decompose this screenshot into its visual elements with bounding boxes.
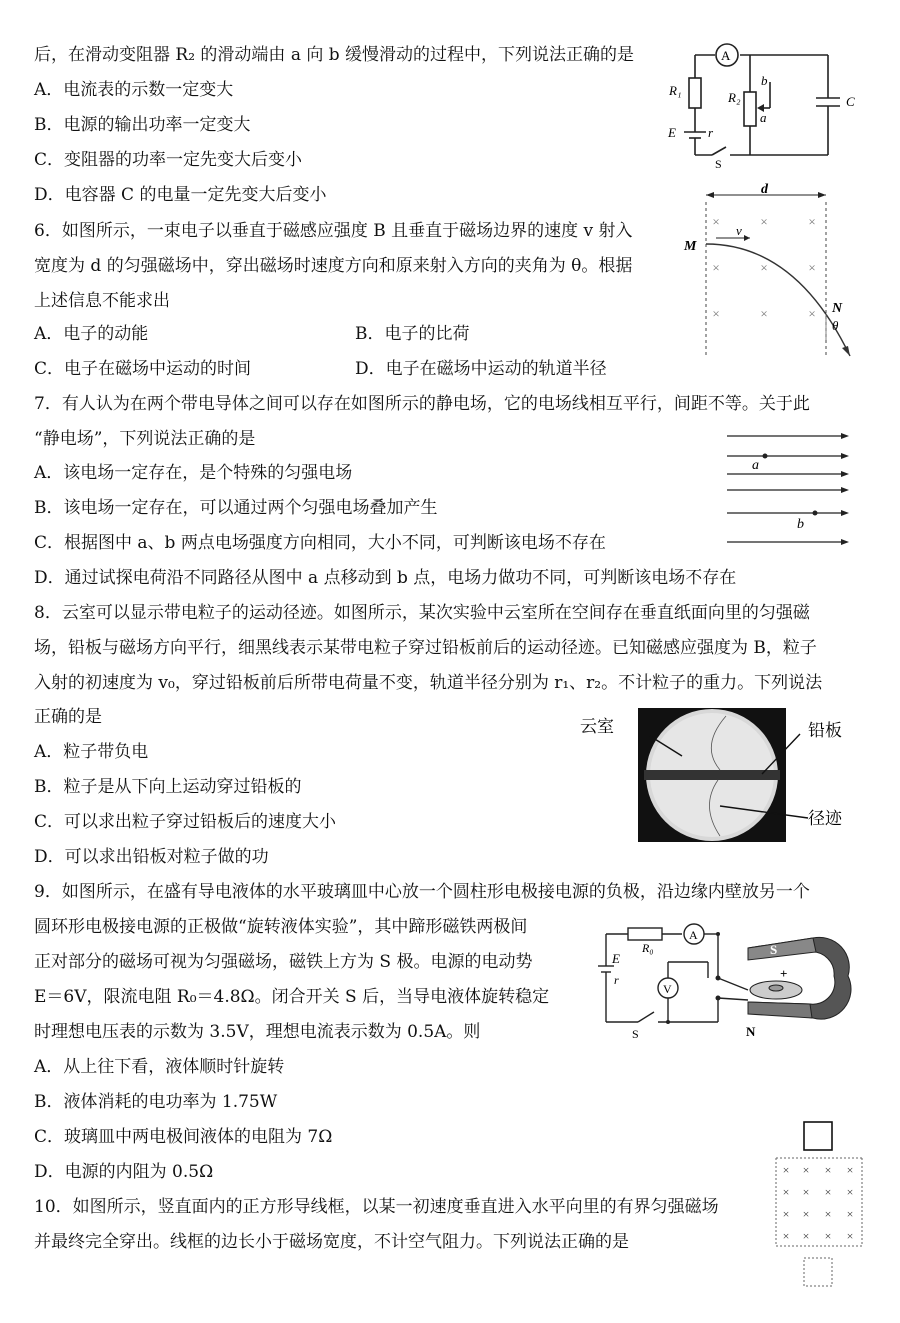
q9-plus-label: + [780, 966, 788, 981]
svg-text:×: × [782, 1163, 790, 1177]
q5-r1-label: R₁ [669, 83, 682, 98]
svg-text:×: × [712, 260, 720, 275]
q9-stem-1: 9．如图所示，在盛有导电液体的水平玻璃皿中心放一个圆柱形电极接电源的负极，沿边缘内壁放另一个 [34, 882, 810, 902]
q9-option-c: C．玻璃皿中两电极间液体的电阻为 7Ω [34, 1127, 333, 1147]
svg-text:×: × [802, 1229, 810, 1243]
q9-option-d: D．电源的内阻为 0.5Ω [34, 1162, 214, 1182]
q9-stem-5: 时理想电压表的示数为 3.5V，理想电流表示数为 0.5A。则 [34, 1022, 481, 1042]
q8-lead-plate-label: 铅板 [808, 721, 842, 740]
q10-stem-2: 并最终完全穿出。线框的边长小于磁场宽度，不计空气阻力。下列说法正确的是 [34, 1232, 629, 1252]
svg-text:×: × [782, 1185, 790, 1199]
q9-option-a: A．从上往下看，液体顺时针旋转 [34, 1057, 285, 1077]
q7-b-label: b [797, 517, 804, 532]
q6-n-label: N [832, 301, 843, 316]
q9-option-b: B．液体消耗的电功率为 1.75W [34, 1092, 278, 1112]
q6-option-d: D．电子在磁场中运动的轨道半径 [355, 359, 607, 379]
q5-r2-label: R₂ [728, 90, 741, 105]
q7-stem-1: 7．有人认为在两个带电导体之间可以存在如图所示的静电场，它的电场线相互平行，间距不等。关于此 [34, 394, 810, 414]
q9-e-label: E [612, 951, 620, 966]
svg-text:×: × [782, 1207, 790, 1221]
q9-stem-3: 正对部分的磁场可视为匀强磁场，磁铁上方为 S 极。电源的电动势 [34, 952, 533, 972]
svg-text:×: × [824, 1185, 832, 1199]
q6-option-b: B．电子的比荷 [355, 324, 470, 344]
q6-m-label: M [684, 239, 697, 254]
q7-field-lines-figure [725, 428, 855, 553]
q10-wire-frame-figure [772, 1118, 872, 1318]
q5-a-label: a [760, 110, 767, 125]
svg-text:×: × [760, 306, 768, 321]
q6-option-a: A．电子的动能 [34, 324, 149, 344]
q8-cloud-chamber-label: 云室 [580, 717, 614, 736]
q9-magnet-s-label: S [770, 942, 778, 957]
svg-text:×: × [846, 1229, 854, 1243]
q5-ammeter-label: A [721, 48, 731, 63]
svg-text:×: × [846, 1163, 854, 1177]
q9-ammeter-label: A [689, 928, 698, 942]
q6-stem-2: 宽度为 d 的匀强磁场中，穿出磁场时速度方向和原来射入方向的夹角为 θ。根据 [34, 256, 633, 276]
svg-text:×: × [808, 214, 816, 229]
svg-text:×: × [712, 214, 720, 229]
q5-option-d: D．电容器 C 的电量一定先变大后变小 [34, 185, 327, 205]
q9-r-label: r [614, 973, 619, 987]
q5-option-c: C．变阻器的功率一定先变大后变小 [34, 150, 303, 170]
q9-stem-2: 圆环形电极接电源的正极做“旋转液体实验”，其中蹄形磁铁两极间 [34, 917, 528, 937]
svg-text:×: × [782, 1229, 790, 1243]
q9-stem-4: E＝6V，限流电阻 R₀＝4.8Ω。闭合开关 S 后，当导电液体旋转稳定 [34, 987, 550, 1007]
q5-stem: 后，在滑动变阻器 R₂ 的滑动端由 a 向 b 缓慢滑动的过程中，下列说法正确的是 [34, 45, 635, 65]
q9-rotating-liquid-figure [598, 918, 860, 1040]
svg-text:×: × [712, 306, 720, 321]
q8-stem-1: 8．云室可以显示带电粒子的运动径迹。如图所示，某次实验中云室所在空间存在垂直纸面向里的匀强磁 [34, 603, 810, 623]
q8-stem-2: 场，铅板与磁场方向平行，细黑线表示某带电粒子穿过铅板前后的运动径迹。已知磁感应强度为 B，粒子 [34, 638, 817, 658]
q7-a-label: a [752, 458, 759, 473]
svg-text:×: × [808, 306, 816, 321]
q7-stem-2: “静电场”，下列说法正确的是 [34, 429, 256, 449]
q8-stem-4: 正确的是 [34, 707, 102, 727]
q5-option-b: B．电源的输出功率一定变大 [34, 115, 251, 135]
q7-option-b: B．该电场一定存在，可以通过两个匀强电场叠加产生 [34, 498, 438, 518]
q6-theta-label: θ [832, 318, 839, 333]
q6-d-label: d [761, 182, 768, 197]
q5-circuit-figure [660, 40, 880, 170]
q6-stem-1: 6．如图所示，一束电子以垂直于磁感应强度 B 且垂直于磁场边界的速度 v 射入 [34, 221, 633, 241]
q5-b-label: b [761, 73, 768, 88]
q6-magnetic-field-figure [676, 180, 876, 365]
q8-option-a: A．粒子带负电 [34, 742, 149, 762]
q9-r0-label: R₀ [642, 941, 654, 955]
q5-s-label: S [715, 157, 722, 170]
svg-text:×: × [808, 260, 816, 275]
q8-option-d: D．可以求出铅板对粒子做的功 [34, 847, 269, 867]
q7-option-d: D．通过试探电荷沿不同路径从图中 a 点移动到 b 点，电场力做功不同，可判断该电场不存在 [34, 568, 737, 588]
q7-option-a: A．该电场一定存在，是个特殊的匀强电场 [34, 463, 353, 483]
svg-text:×: × [824, 1207, 832, 1221]
q8-option-c: C．可以求出粒子穿过铅板后的速度大小 [34, 812, 337, 832]
q8-stem-3: 入射的初速度为 v₀，穿过铅板前后所带电荷量不变，轨道半径分别为 r₁、r₂。不计粒子的重力。下列说法 [34, 673, 823, 693]
q8-track-label: 径迹 [808, 809, 842, 828]
svg-text:×: × [760, 260, 768, 275]
q8-cloud-chamber-figure [570, 706, 860, 846]
q9-magnet-n-label: N [746, 1024, 756, 1039]
svg-text:×: × [846, 1185, 854, 1199]
q7-option-c: C．根据图中 a、b 两点电场强度方向相同，大小不同，可判断该电场不存在 [34, 533, 606, 553]
q9-switch-label: S [632, 1027, 639, 1040]
q10-stem-1: 10．如图所示，竖直面内的正方形导线框，以某一初速度垂直进入水平向里的有界匀强磁场 [34, 1197, 719, 1217]
svg-text:×: × [802, 1163, 810, 1177]
svg-text:×: × [824, 1229, 832, 1243]
q5-e-label: E [668, 125, 676, 140]
q5-c-label: C [846, 94, 855, 109]
q5-r-label: r [708, 125, 714, 140]
q6-option-c: C．电子在磁场中运动的时间 [34, 359, 252, 379]
svg-text:×: × [802, 1185, 810, 1199]
q6-v-label: v [736, 223, 742, 238]
q5-option-a: A．电流表的示数一定变大 [34, 80, 234, 100]
svg-text:×: × [802, 1207, 810, 1221]
q9-voltmeter-label: V [663, 982, 672, 996]
q6-stem-3: 上述信息不能求出 [34, 291, 170, 311]
svg-text:×: × [846, 1207, 854, 1221]
svg-text:×: × [760, 214, 768, 229]
q8-option-b: B．粒子是从下向上运动穿过铅板的 [34, 777, 302, 797]
svg-text:×: × [824, 1163, 832, 1177]
